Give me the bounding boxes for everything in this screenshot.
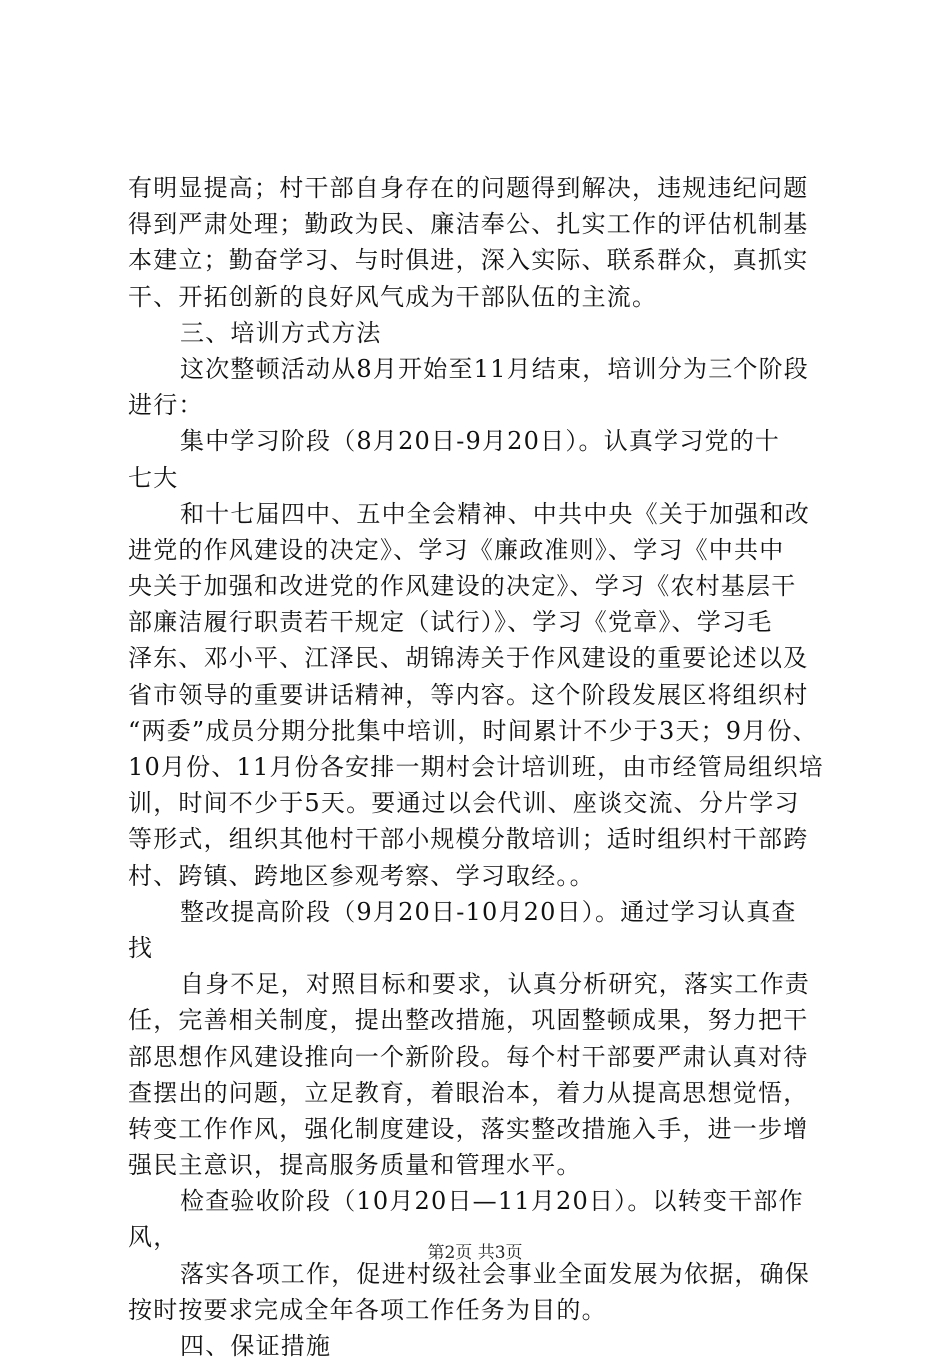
text-line: 找 <box>128 933 154 962</box>
text-line: 干、开拓创新的良好风气成为干部队伍的主流。 <box>128 282 658 311</box>
paragraph-start-line: 集中学习阶段（8月20日-9月20日）。认真学习党的十 <box>180 427 781 456</box>
paragraph-start-line: 和十七届四中、五中全会精神、中共中央《关于加强和改 <box>180 499 810 528</box>
paragraph-start-line: 三、培训方式方法 <box>180 318 382 347</box>
text-line: 省市领导的重要讲话精神，等内容。这个阶段发展区将组织村 <box>128 680 809 709</box>
text-line: 转变工作作风，强化制度建设，落实整改措施入手，进一步增 <box>128 1114 809 1143</box>
text-line: 10月份、11月份各安排一期村会计培训班，由市经管局组织培 <box>128 753 824 781</box>
text-line: 按时按要求完成全年各项工作任务为目的。 <box>128 1295 607 1324</box>
paragraph-start-line: 自身不足，对照目标和要求，认真分析研究，落实工作责 <box>180 970 810 999</box>
text-line: 有明显提高；村干部自身存在的问题得到解决，违规违纪问题 <box>128 174 809 202</box>
text-line: 训，时间不少于5天。要通过以会代训、座谈交流、分片学习 <box>128 789 800 818</box>
paragraph-start-line: 检查验收阶段（10月20日—11月20日）。以转变干部作 <box>180 1187 804 1216</box>
page-footer: 第2页 共3页 <box>427 1243 523 1263</box>
paragraph-start-line: 四、保证措施 <box>180 1332 332 1360</box>
document-body <box>128 170 840 1364</box>
text-line: 七大 <box>128 463 179 492</box>
paragraph-start-line: 整改提高阶段（9月20日-10月20日）。通过学习认真查 <box>180 897 797 926</box>
text-line: 任，完善相关制度，提出整改措施，巩固整顿成果，努力把干 <box>128 1006 809 1035</box>
text-line: 本建立；勤奋学习、与时俱进，深入实际、联系群众，真抓实 <box>128 246 809 275</box>
text-line: 强民主意识，提高服务质量和管理水平。 <box>128 1151 582 1180</box>
text-line: 村、跨镇、跨地区参观考察、学习取经。。 <box>128 861 595 890</box>
text-line: 部廉洁履行职责若干规定（试行）》、学习《党章》、学习毛 <box>128 608 773 637</box>
text-line: 进行： <box>128 391 204 420</box>
text-line: “两委”成员分期分批集中培训，时间累计不少于3天；9月份、 <box>128 716 818 745</box>
text-line: 部思想作风建设推向一个新阶段。每个村干部要严肃认真对待 <box>128 1042 809 1071</box>
text-line: 等形式，组织其他村干部小规模分散培训；适时组织村干部跨 <box>128 825 809 854</box>
text-line: 风， <box>128 1223 179 1252</box>
text-line: 泽东、邓小平、江泽民、胡锦涛关于作风建设的重要论述以及 <box>128 644 809 673</box>
text-line: 得到严肃处理；勤政为民、廉洁奉公、扎实工作的评估机制基 <box>128 210 809 239</box>
paragraph-start-line: 这次整顿活动从8月开始至11月结束，培训分为三个阶段 <box>180 354 810 383</box>
text-line: 查摆出的问题，立足教育，着眼治本，着力从提高思想觉悟， <box>128 1078 809 1107</box>
text-line: 进党的作风建设的决定》、学习《廉政准则》、学习《中共中 <box>128 535 785 564</box>
paragraph-start-line: 落实各项工作，促进村级社会事业全面发展为依据，确保 <box>180 1259 810 1288</box>
text-line: 央关于加强和改进党的作风建设的决定》、学习《农村基层干 <box>128 572 797 601</box>
